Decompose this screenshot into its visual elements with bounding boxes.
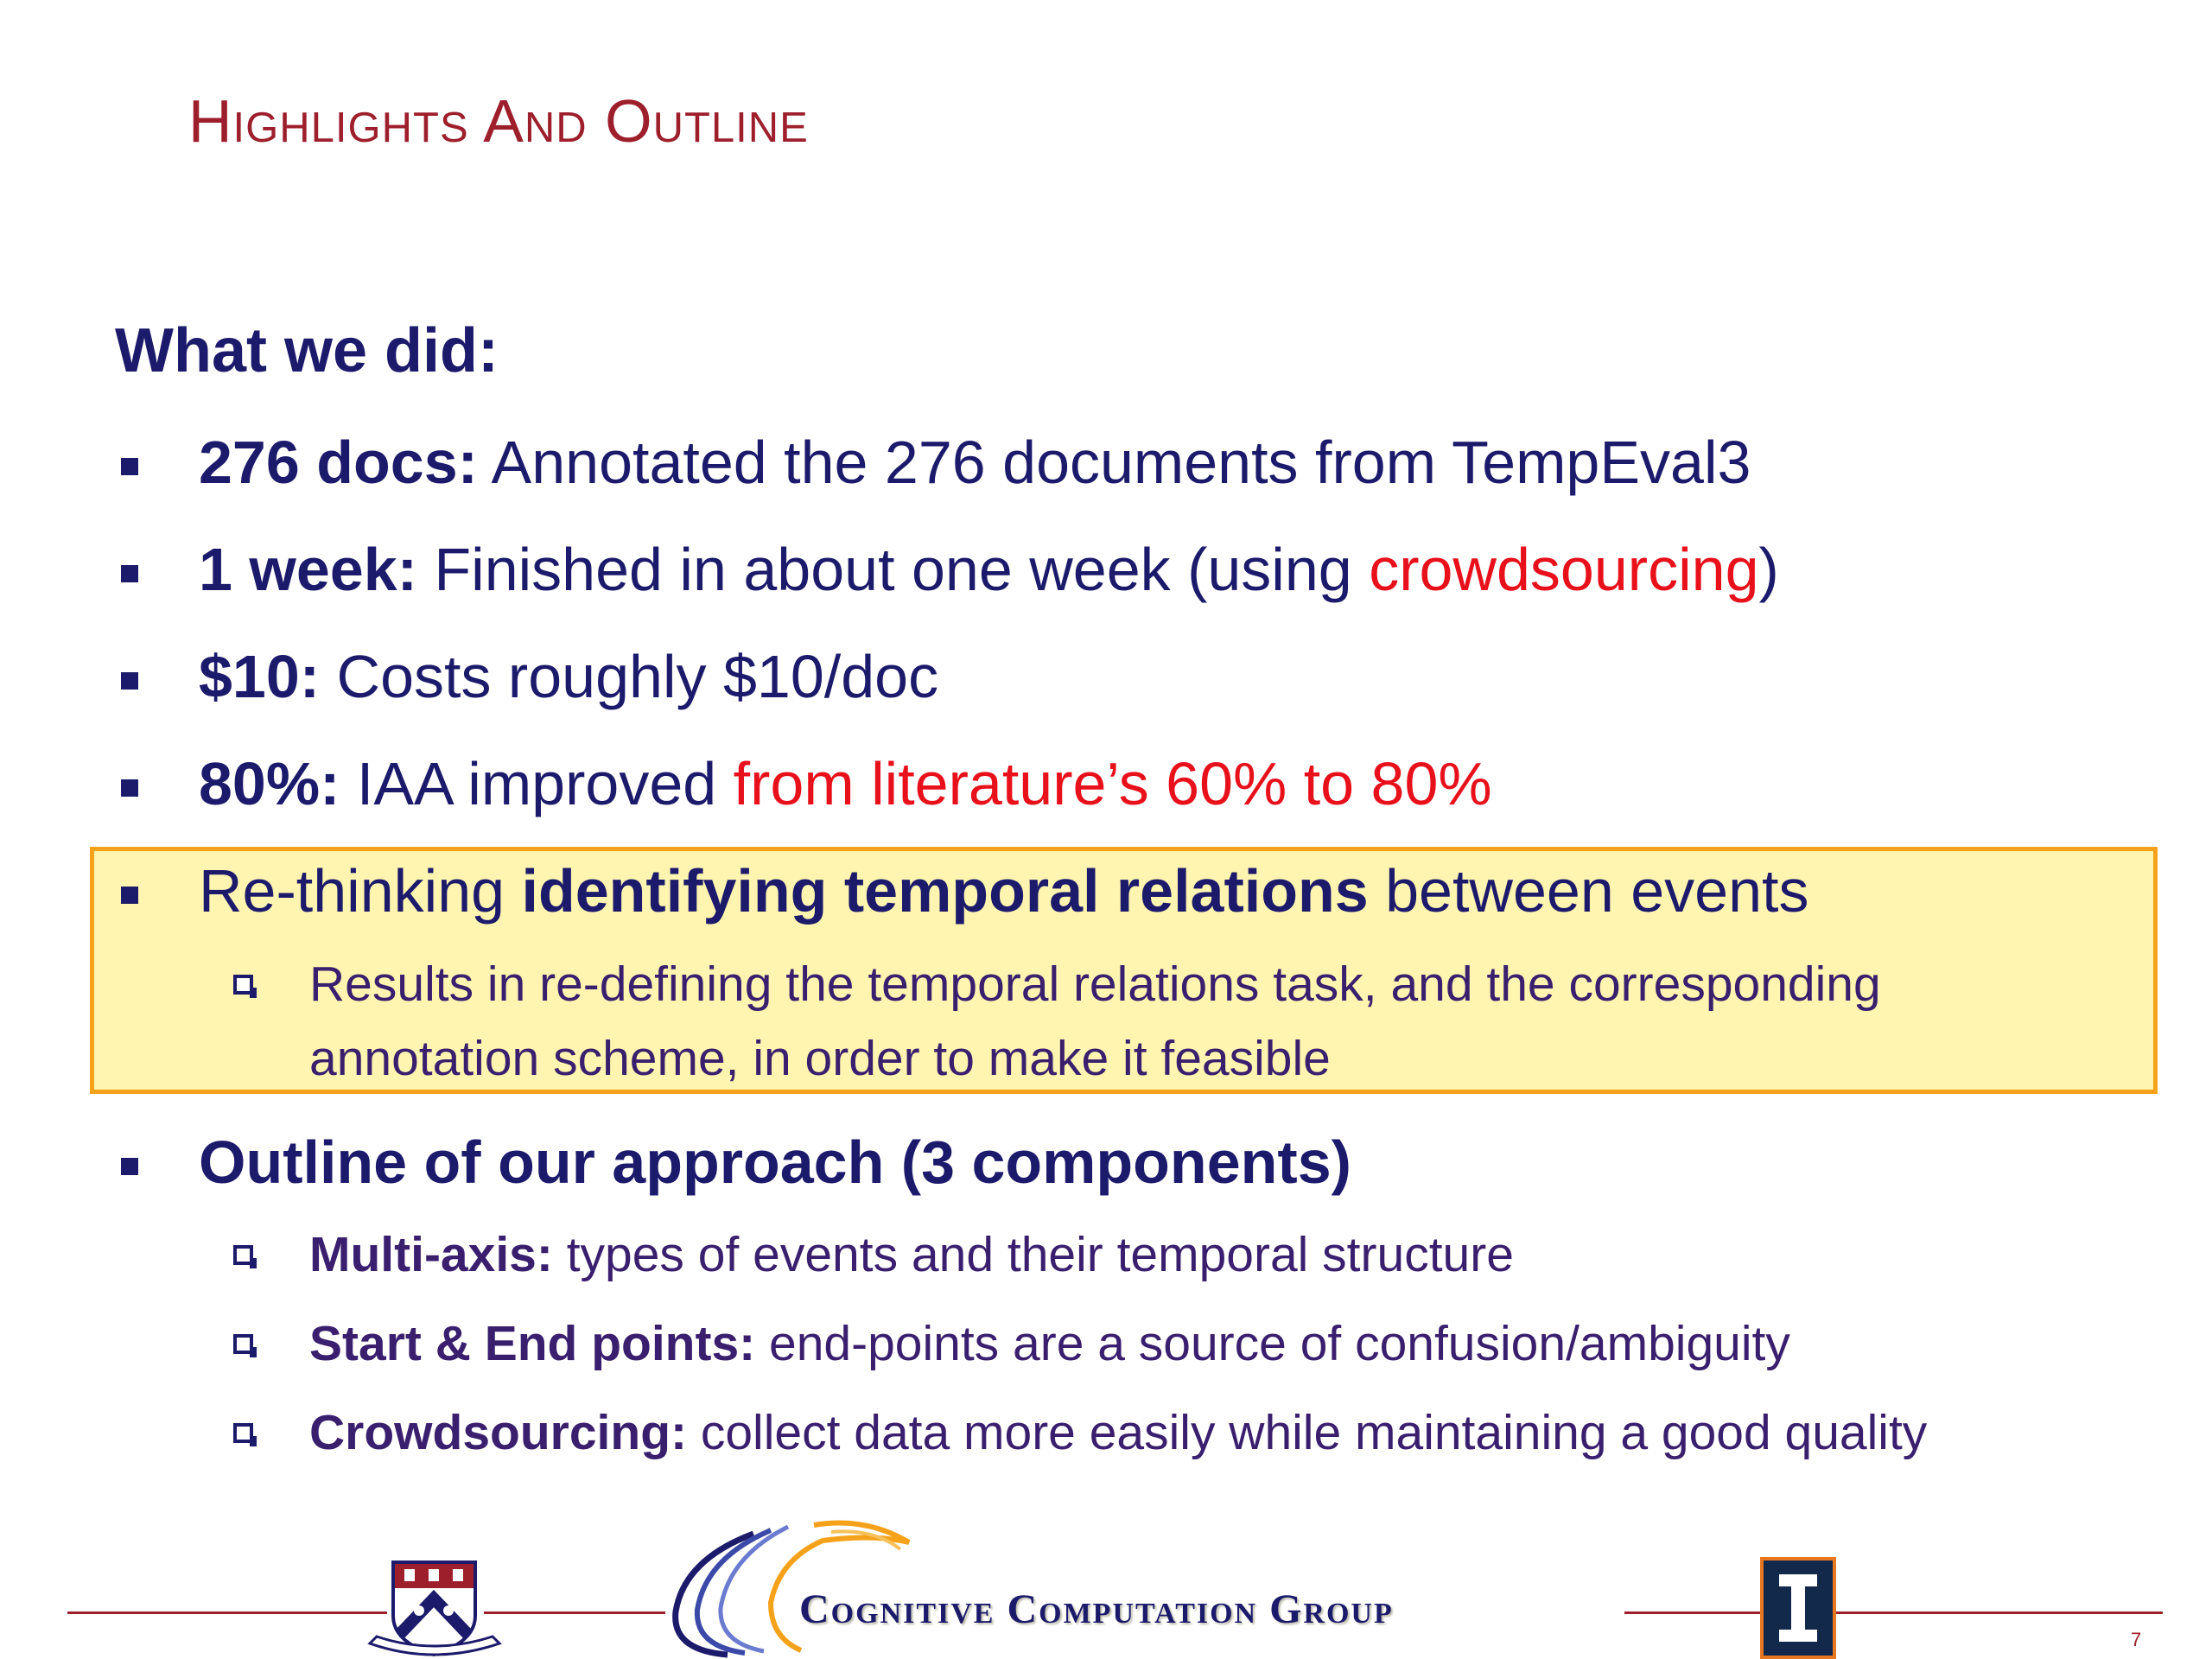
bullet-text: Re-thinking <box>199 857 522 925</box>
group-name: Cognitive Computation Group <box>799 1586 1394 1632</box>
sub-bullet-item <box>309 1396 1927 1471</box>
footer-rule <box>1836 1611 2163 1614</box>
footer-rule <box>484 1611 665 1614</box>
sub-bullet-lead: Crowdsourcing: <box>309 1405 687 1460</box>
checkbox-bullet-icon <box>233 1334 253 1354</box>
bullet-text: IAA improved <box>340 750 734 817</box>
bullet-lead: 80%: <box>199 750 340 817</box>
penn-shield-icon <box>363 1555 505 1659</box>
square-bullet-icon <box>121 779 138 797</box>
square-bullet-icon <box>121 458 138 475</box>
ccg-swirl-icon <box>650 1508 926 1659</box>
sub-bullet-lead: Multi-axis: <box>309 1227 553 1282</box>
footer-rule <box>67 1611 387 1614</box>
sub-bullet-continuation <box>309 1022 1331 1096</box>
checkbox-bullet-icon <box>233 1245 253 1265</box>
bullet-item <box>199 750 1492 817</box>
square-bullet-icon <box>121 887 138 904</box>
bullet-item <box>199 536 1779 603</box>
sub-bullet-text: types of events and their temporal structure <box>552 1227 1514 1282</box>
highlight-bullet <box>199 857 1809 925</box>
square-bullet-icon <box>121 1158 138 1175</box>
bullet-item <box>199 643 939 710</box>
checkbox-bullet-icon <box>233 1423 253 1443</box>
sub-bullet-text: annotation scheme, in order to make it feasible <box>309 1031 1331 1086</box>
bullet-bold-phrase: identifying temporal relations <box>521 857 1369 925</box>
sub-bullet-text: end-points are a source of confusion/ambiguity <box>755 1316 1790 1371</box>
sub-bullet-text: Results in re-defining the temporal relations task, and the corresponding <box>309 957 1881 1012</box>
section-heading: What we did: <box>115 316 499 385</box>
sub-bullet-item <box>309 1218 1514 1293</box>
bullet-text-end: ) <box>1758 536 1779 603</box>
bullet-text: Finished in about one week (using <box>416 536 1370 603</box>
bullet-text-end: between events <box>1368 857 1809 925</box>
square-bullet-icon <box>121 672 138 690</box>
outline-heading: Outline of our approach (3 components) <box>199 1128 1351 1196</box>
sub-bullet-text: collect data more easily while maintaining a good quality <box>687 1405 1928 1460</box>
bullet-item <box>199 429 1751 496</box>
bullet-lead: $10: <box>199 643 321 710</box>
bullet-lead: 1 week: <box>199 536 417 603</box>
bullet-lead: 276 docs: <box>199 429 478 496</box>
sub-bullet-lead: Start & End points: <box>309 1316 756 1371</box>
bullet-emphasis: crowdsourcing <box>1369 536 1759 603</box>
square-bullet-icon <box>121 565 138 582</box>
page-number: 7 <box>2131 1629 2142 1650</box>
outline-bullet <box>199 1128 1351 1196</box>
sub-bullet-item <box>309 948 1881 1022</box>
bullet-text: Costs roughly $10/doc <box>320 643 939 710</box>
illinois-block-i-icon <box>1760 1557 1836 1659</box>
bullet-text: Annotated the 276 documents from TempEval3 <box>477 429 1751 496</box>
checkbox-bullet-icon <box>233 975 253 995</box>
sub-bullet-item <box>309 1307 1790 1382</box>
footer-rule <box>1624 1611 1763 1614</box>
slide-title: Highlights And Outline <box>188 87 809 155</box>
bullet-emphasis: from literature’s 60% to 80% <box>733 750 1492 817</box>
